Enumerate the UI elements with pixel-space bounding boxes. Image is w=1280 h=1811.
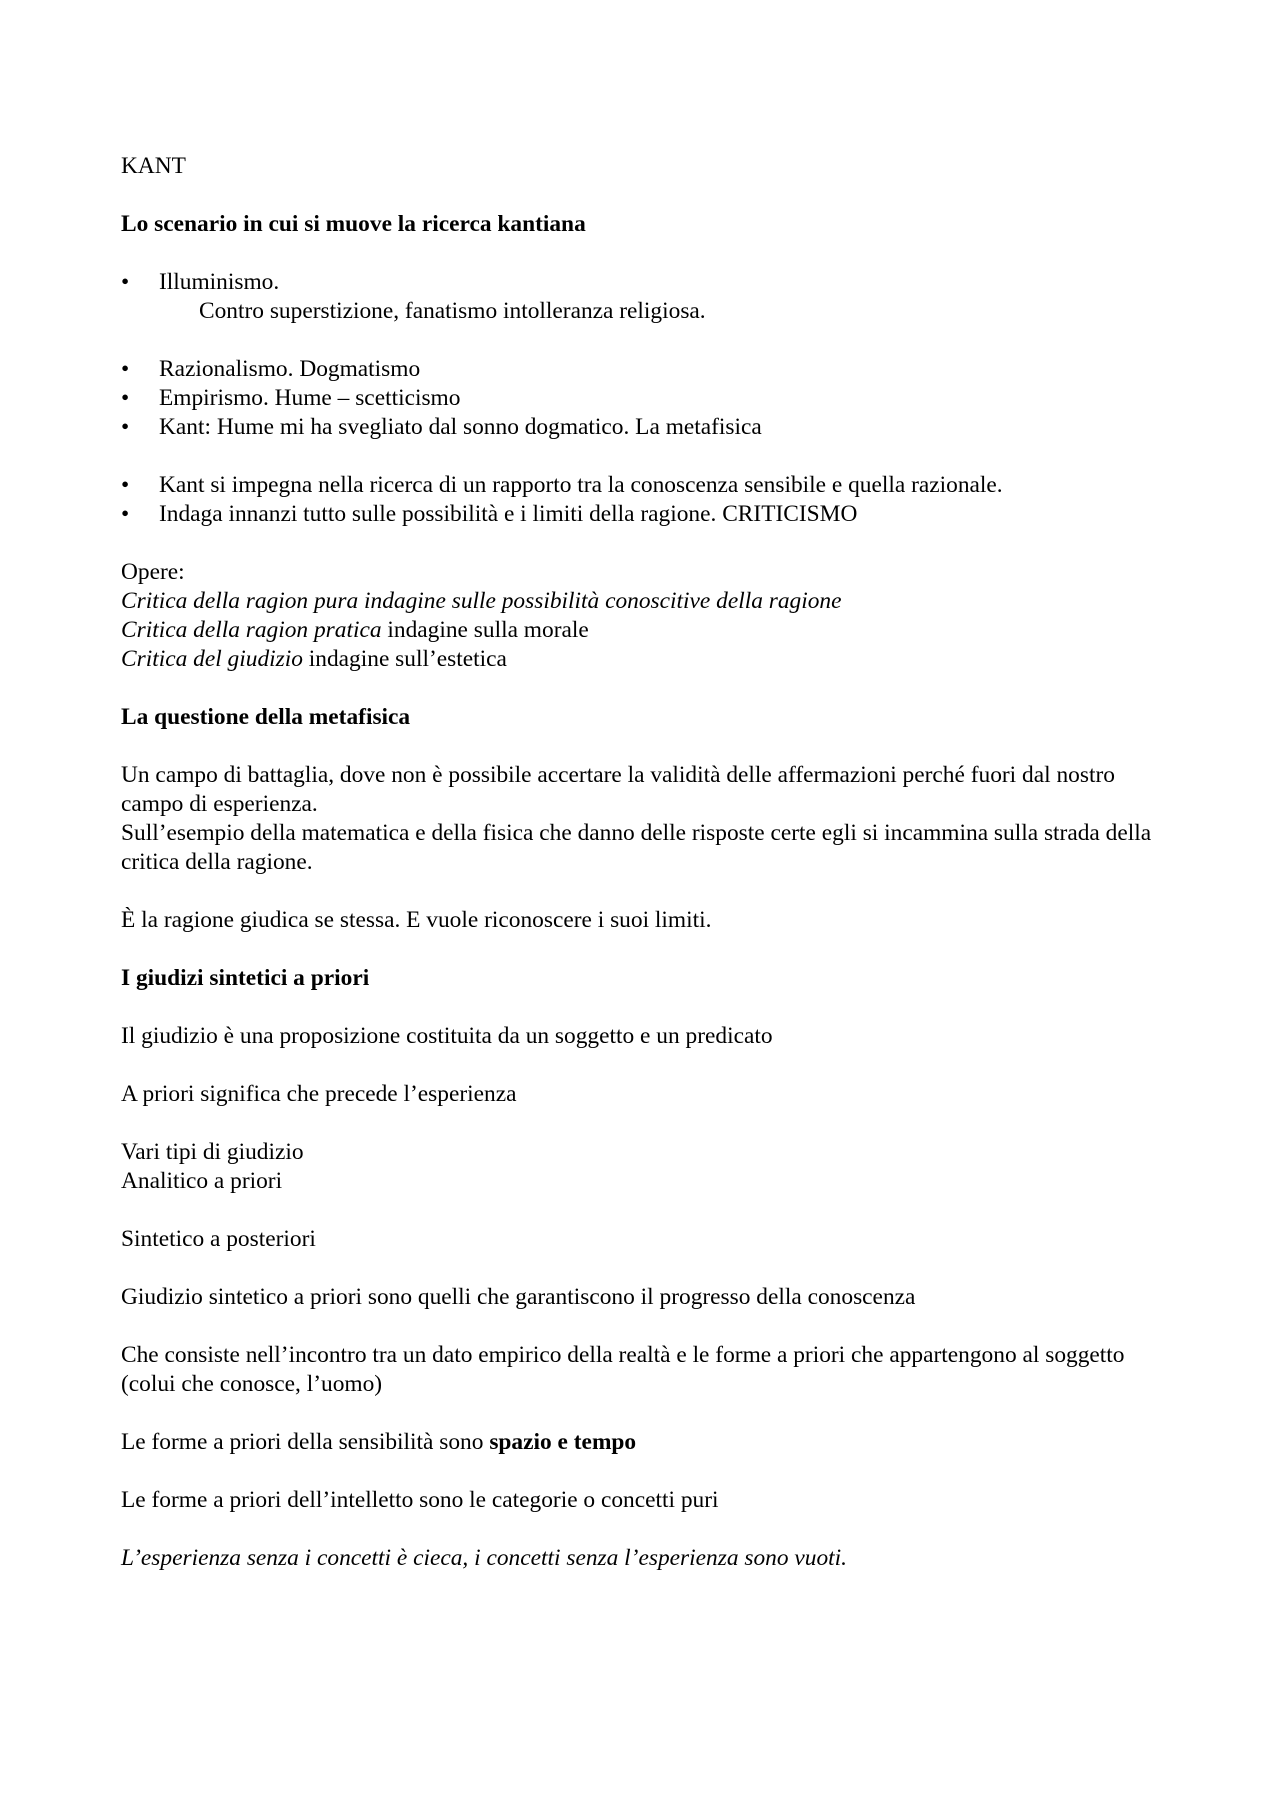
list-item-text: Kant: Hume mi ha svegliato dal sonno dogmatico. La metafisica — [159, 414, 762, 440]
paragraph: Le forme a priori dell’intelletto sono le categorie o concetti puri — [121, 1487, 719, 1513]
list-item — [121, 384, 1161, 413]
paragraph-text: Le forme a priori della sensibilità sono — [121, 1429, 490, 1455]
list-item — [121, 500, 1161, 529]
list-item — [121, 471, 1161, 500]
spacer — [121, 239, 1161, 268]
list-item — [121, 413, 1161, 442]
bullet-icon: • — [121, 472, 130, 498]
spacer — [121, 877, 1161, 906]
spacer — [121, 1312, 1161, 1341]
list-item-text: Empirismo. Hume – scetticismo — [159, 385, 461, 411]
paragraph — [121, 1428, 1161, 1457]
paragraph: Analitico a priori — [121, 1168, 283, 1194]
spacer — [121, 1196, 1161, 1225]
spacer — [121, 1515, 1161, 1544]
spacer — [121, 1399, 1161, 1428]
spacer — [121, 1254, 1161, 1283]
work-description: indagine sulla morale — [381, 617, 589, 643]
list-item-text: Razionalismo. Dogmatismo — [159, 356, 421, 382]
quote: L’esperienza senza i concetti è cieca, i concetti senza l’esperienza sono vuoti. — [121, 1545, 848, 1571]
list-subitem-text: Contro superstizione, fanatismo intolleranza religiosa. — [199, 298, 706, 324]
section-heading-giudizi: I giudizi sintetici a priori — [121, 965, 370, 991]
list-item-text: Kant si impegna nella ricerca di un rapporto tra la conoscenza sensibile e quella razionale. — [159, 472, 1003, 498]
work-title: Critica della ragion pratica — [121, 617, 382, 643]
spacer — [121, 674, 1161, 703]
work-entry — [121, 587, 1161, 616]
bullet-icon: • — [121, 269, 130, 295]
paragraph: Sintetico a posteriori — [121, 1226, 316, 1252]
work-title: Critica del giudizio — [121, 646, 303, 672]
list-item — [121, 355, 1161, 384]
spacer — [121, 1051, 1161, 1080]
spacer — [121, 1457, 1161, 1486]
document-title: KANT — [121, 153, 186, 179]
paragraph: È la ragione giudica se stessa. E vuole riconoscere i suoi limiti. — [121, 907, 712, 933]
spacer — [121, 1109, 1161, 1138]
bullet-icon: • — [121, 501, 130, 527]
spacer — [121, 442, 1161, 471]
paragraph: Il giudizio è una proposizione costituita da un soggetto e un predicato — [121, 1023, 773, 1049]
emphasis-text: spazio e tempo — [489, 1429, 637, 1455]
work-entry — [121, 616, 1161, 645]
list-item-text: Indaga innanzi tutto sulle possibilità e i limiti della ragione. CRITICISMO — [159, 501, 858, 527]
paragraph: Sull’esempio della matematica e della fisica che danno delle risposte certe egli si incammina sulla strada della critica della ragione. — [121, 820, 1152, 875]
list-item-text: Illuminismo. — [159, 269, 280, 295]
work-entry — [121, 645, 1161, 674]
paragraph: Vari tipi di giudizio — [121, 1139, 304, 1165]
spacer — [121, 935, 1161, 964]
paragraph: Giudizio sintetico a priori sono quelli che garantiscono il progresso della conoscenza — [121, 1284, 916, 1310]
work-title: Critica della ragion pura indagine sulle possibilità conoscitive della ragione — [121, 588, 842, 614]
bullet-icon: • — [121, 385, 130, 411]
paragraph: Che consiste nell’incontro tra un dato empirico della realtà e le forme a priori che appartengono al soggetto (colui che conosce, l’uomo) — [121, 1342, 1125, 1397]
bullet-icon: • — [121, 414, 130, 440]
works-label: Opere: — [121, 559, 185, 585]
paragraph: A priori significa che precede l’esperienza — [121, 1081, 517, 1107]
bullet-icon: • — [121, 356, 130, 382]
spacer — [121, 993, 1161, 1022]
document-body — [121, 152, 1161, 1573]
paragraph: Un campo di battaglia, dove non è possibile accertare la validità delle affermazioni perché fuori dal nostro campo di esperienza. — [121, 762, 1115, 817]
spacer — [121, 326, 1161, 355]
work-description: indagine sull’estetica — [302, 646, 507, 672]
section-heading-metafisica: La questione della metafisica — [121, 704, 411, 730]
spacer — [121, 529, 1161, 558]
list-item — [121, 268, 1161, 297]
spacer — [121, 732, 1161, 761]
section-heading-scenario: Lo scenario in cui si muove la ricerca kantiana — [121, 211, 586, 237]
spacer — [121, 181, 1161, 210]
